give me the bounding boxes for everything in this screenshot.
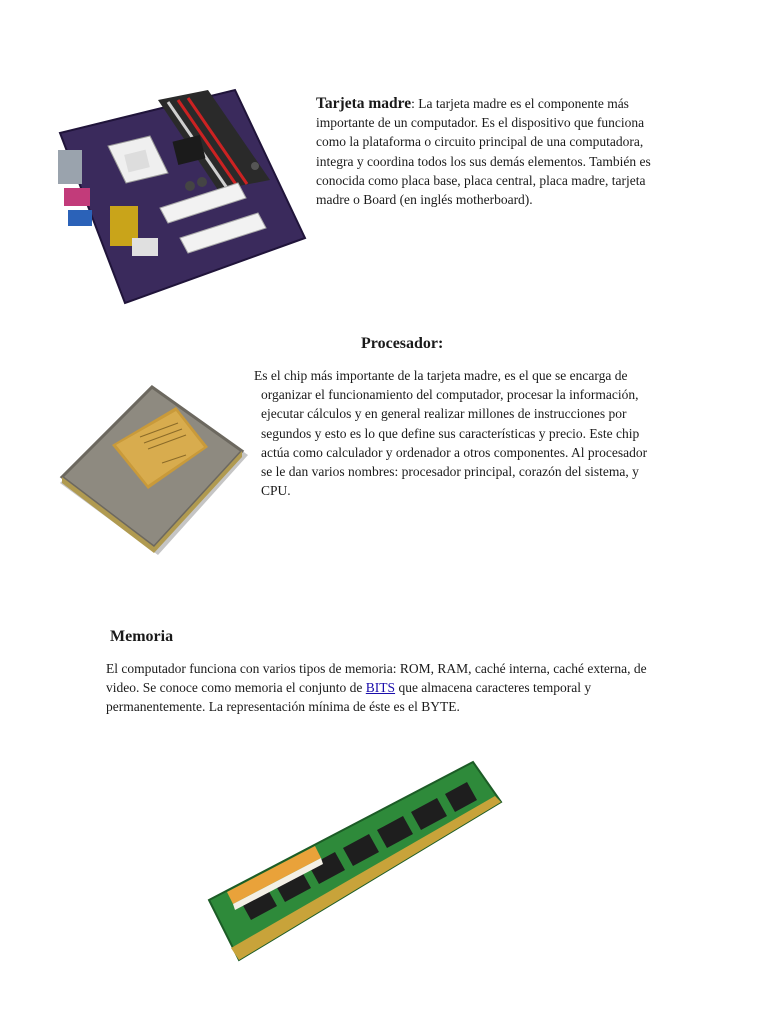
motherboard-paragraph	[316, 94, 661, 209]
processor-title: Procesador:	[361, 335, 444, 352]
ram-image	[205, 750, 505, 970]
motherboard-image	[40, 88, 308, 306]
ram-illustration	[205, 750, 505, 970]
memory-text-after: que almacena caracteres temporal y permanentemente. La representación mínima de éste es el BYTE.	[106, 680, 592, 715]
memory-section	[106, 659, 666, 717]
motherboard-section	[316, 94, 661, 209]
cpu-image	[50, 365, 250, 560]
motherboard-illustration	[40, 88, 308, 306]
motherboard-text: La tarjeta madre es el componente más importante de un computador. Es el dispositivo que funciona como la plataforma o circuito principal de una computadora, integra y coordina todos los sus demás elementos. También es conocida como placa base, placa central, placa madre, tarjeta madre o Board (en inglés motherboard).	[316, 96, 651, 208]
memory-title: Memoria	[110, 628, 174, 645]
motherboard-title-colon: :	[411, 96, 415, 111]
processor-title-wrap	[361, 335, 443, 353]
memory-paragraph	[106, 659, 666, 717]
memory-title-wrap	[110, 628, 173, 646]
bits-link[interactable]: BITS	[365, 680, 396, 696]
cpu-illustration	[50, 365, 250, 560]
processor-paragraph: Es el chip más importante de la tarjeta madre, es el que se encarga de organizar el funcionamiento del computador, procesar la información, ejecutar cálculos y en general realizar millones de instrucciones por segundos y esto es lo que define sus características y precio. Este chip actúa como calculador y ordenador a otros componentes. Al procesador se le dan varios nombres: procesador principal, corazón del sistema, y CPU.	[254, 368, 648, 499]
processor-section	[254, 366, 658, 500]
motherboard-title: Tarjeta madre	[316, 95, 412, 112]
memory-text-before: El computador funciona con varios tipos de memoria: ROM, RAM, caché interna, caché externa, de video. Se conoce como memoria el conjunto de	[106, 661, 647, 696]
